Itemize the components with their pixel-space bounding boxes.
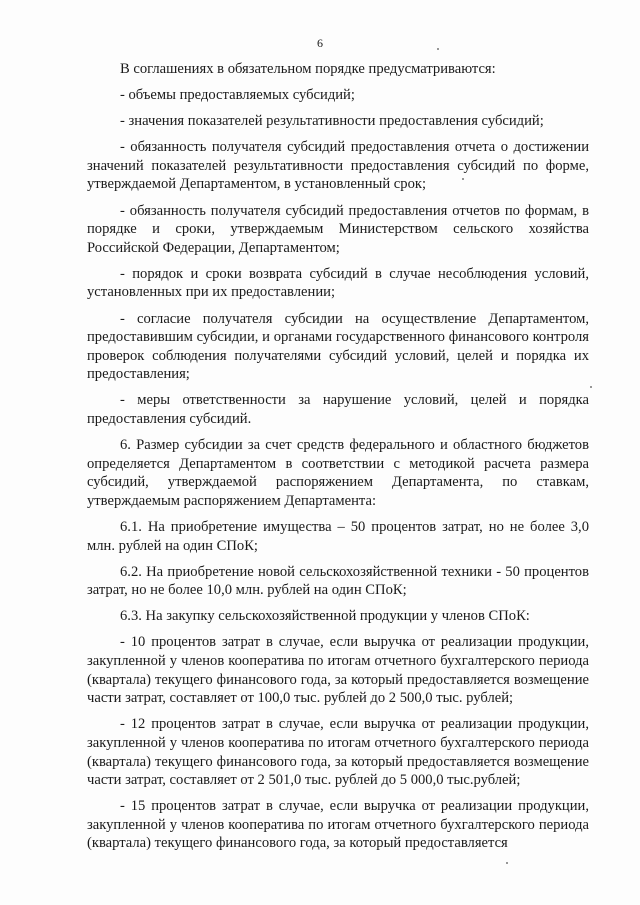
list-item: - 12 процентов затрат в случае, если выручка от реализации продукции, закупленной у членов кооператива по итогам отчетного бухгалтерского периода (квартала) текущего финансового года, за который предоставляется возмещение части затрат, составляет от 2 501,0 тыс. рублей до 5 000,0 тыс.рублей; [87, 716, 589, 789]
list-item: - меры ответственности за нарушение условий, целей и порядка предоставления субсидий. [87, 392, 589, 427]
scan-speck [506, 862, 508, 864]
scan-speck [590, 386, 592, 388]
list-item: - обязанность получателя субсидий предоставления отчета о достижении значений показателей результативности предоставления субсидий по форме, утверждаемой Департаментом, в установленный срок; [87, 139, 589, 193]
list-item: - 15 процентов затрат в случае, если выручка от реализации продукции, закупленной у членов кооператива по итогам отчетного бухгалтерского периода (квартала) текущего финансового года, за который предоставляется [87, 798, 589, 852]
list-item: - обязанность получателя субсидий предоставления отчетов по формам, в порядке и сроки, утверждаемым Министерством сельского хозяйства Российской Федерации, Департаментом; [87, 202, 589, 256]
paragraph-clause-6: 6. Размер субсидии за счет средств федерального и областного бюджетов определяется Департаментом в соответствии с методикой расчета размера субсидий, утверждаемой распоряжением Департамента, по ставкам, утверждаемым распоряжением Департамента: [87, 437, 589, 509]
page-number: 6 [317, 36, 323, 50]
paragraph-clause-6-2: 6.2. На приобретение новой сельскохозяйственной техники - 50 процентов затрат, но не более 10,0 млн. рублей на один СПоК; [87, 563, 589, 599]
paragraph-intro: В соглашениях в обязательном порядке предусматриваются: [120, 61, 496, 77]
list-item: - согласие получателя субсидии на осуществление Департаментом, предоставившим субсидии, и органами государственного финансового контроля проверок соблюдения получателями субсидий условий, целей и порядка их предоставления; [87, 310, 589, 383]
scan-speck [437, 48, 439, 50]
scan-speck [462, 178, 464, 180]
document-body [87, 60, 589, 860]
paragraph-clause-6-3: 6.3. На закупку сельскохозяйственной продукции у членов СПоК: [120, 608, 530, 625]
list-item: - объемы предоставляемых субсидий; [120, 87, 355, 104]
paragraph-clause-6-1: 6.1. На приобретение имущества – 50 процентов затрат, но не более 3,0 млн. рублей на один СПоК; [87, 518, 589, 554]
list-item: - 10 процентов затрат в случае, если выручка от реализации продукции, закупленной у членов кооператива по итогам отчетного бухгалтерского периода (квартала) текущего финансового года, за который предоставляется возмещение части затрат, составляет от 100,0 тыс. рублей до 2 500,0 тыс. рублей; [87, 634, 589, 707]
list-item: - значения показателей результативности предоставления субсидий; [120, 113, 544, 130]
list-item: - порядок и сроки возврата субсидий в случае несоблюдения условий, установленных при их предоставлении; [87, 265, 589, 301]
